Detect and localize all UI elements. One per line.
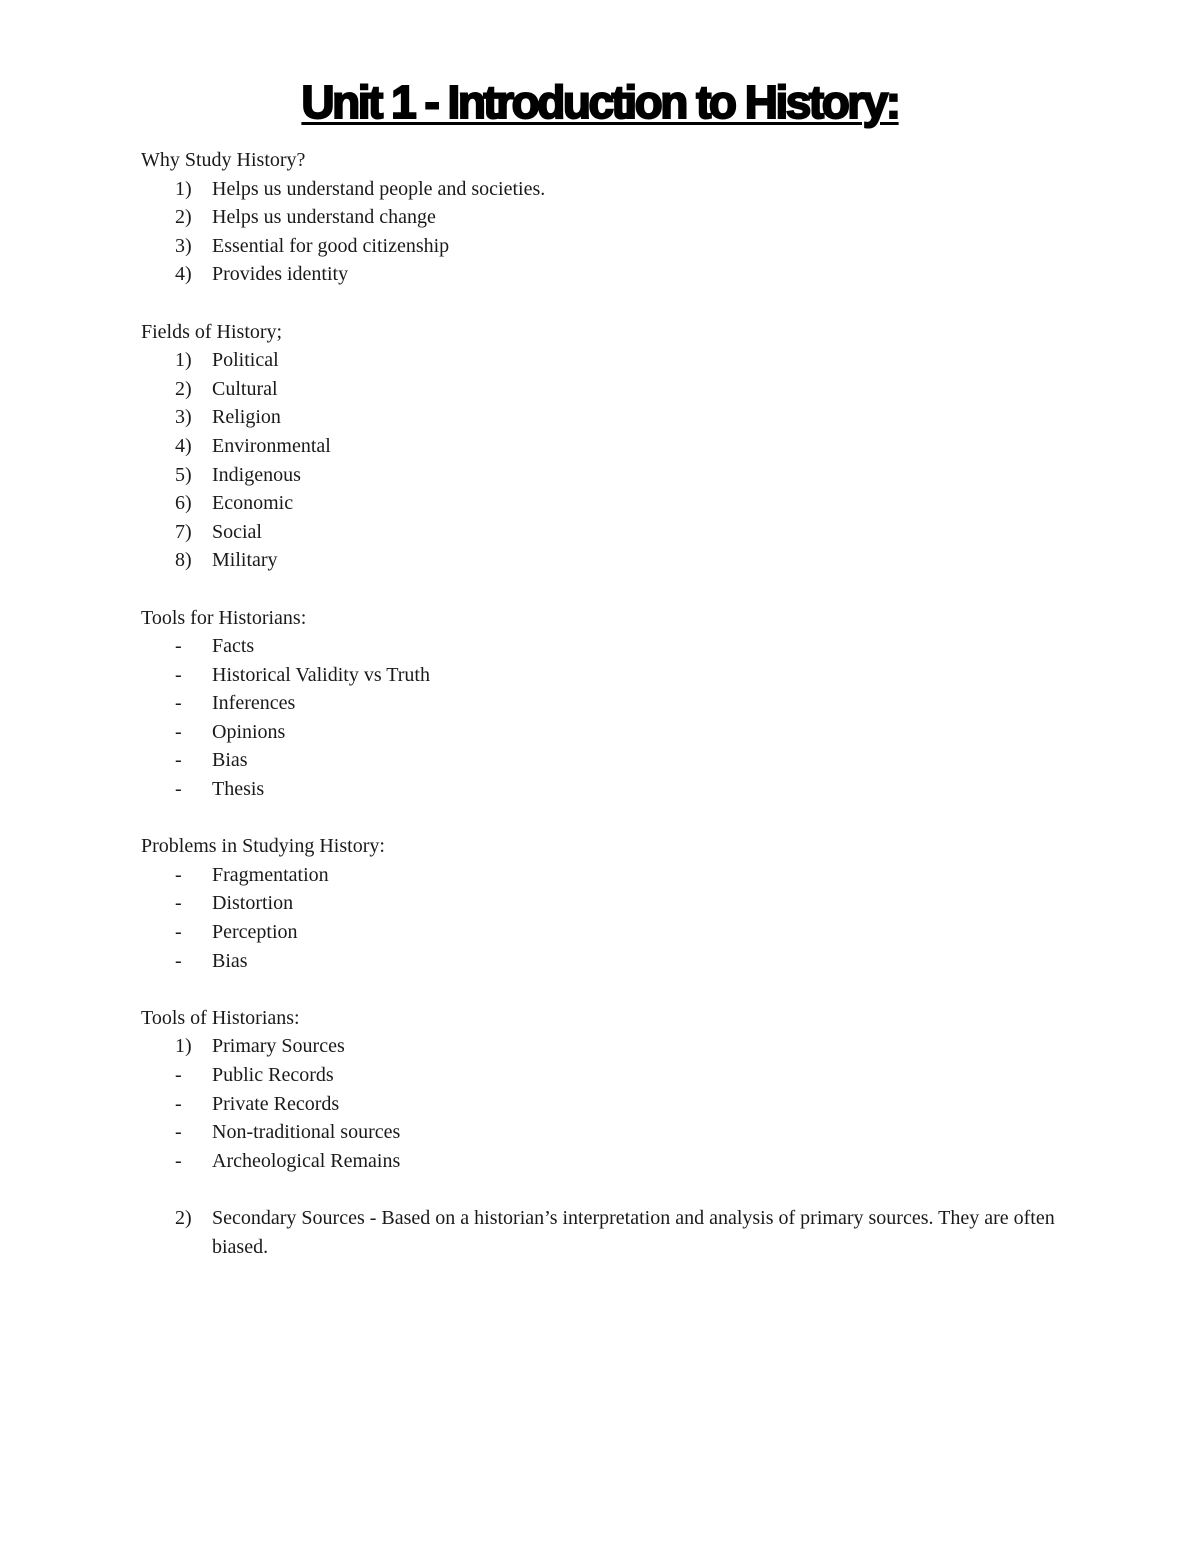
list-item — [141, 489, 1061, 518]
list-marker: - — [175, 778, 182, 801]
list-marker: 1) — [175, 349, 192, 372]
list-item-text: Environmental — [212, 434, 331, 457]
list-item-text: Secondary Sources - Based on a historian’s interpretation and analysis of primary sources. They are often biased. — [212, 1206, 1055, 1258]
list-item-text: Facts — [212, 635, 255, 658]
list-item-text: Cultural — [212, 377, 278, 400]
list-item-text: Inferences — [212, 692, 296, 715]
section-tools-for-historians — [141, 604, 1061, 804]
list-item-text: Distortion — [212, 892, 294, 915]
section-tools-of-historians — [141, 1004, 1061, 1261]
list-marker: 1) — [175, 177, 192, 200]
section-why-study-history — [141, 146, 1061, 289]
list-marker: 6) — [175, 492, 192, 515]
list-item-text: Non-traditional sources — [212, 1121, 401, 1144]
list-item — [141, 1090, 1061, 1119]
list-marker: - — [175, 1121, 182, 1144]
list-marker: 7) — [175, 520, 192, 543]
list-item — [141, 661, 1061, 690]
list-item — [141, 232, 1061, 261]
section-heading: Why Study History? — [141, 149, 306, 171]
list-marker: 4) — [175, 434, 192, 457]
list-item — [141, 861, 1061, 890]
list-item-text: Economic — [212, 492, 294, 515]
list-marker: 2) — [175, 377, 192, 400]
list-item-text: Private Records — [212, 1092, 340, 1115]
list-item-text: Social — [212, 520, 262, 543]
list-item — [141, 718, 1061, 747]
list-item — [141, 689, 1061, 718]
list-item-text: Fragmentation — [212, 863, 329, 886]
list-marker: 4) — [175, 263, 192, 286]
list-item — [141, 461, 1061, 490]
list-item — [141, 775, 1061, 804]
list-item — [141, 947, 1061, 976]
list-marker: 1) — [175, 1035, 192, 1058]
list-item-text: Helps us understand change — [212, 206, 436, 229]
list-marker: - — [175, 635, 182, 658]
list-item — [141, 346, 1061, 375]
list-item — [141, 203, 1061, 232]
list-item-text: Archeological Remains — [212, 1149, 401, 1172]
list-item-text: Indigenous — [212, 463, 301, 486]
list-marker: 3) — [175, 234, 192, 257]
list-item — [141, 1061, 1061, 1090]
list-item-text: Opinions — [212, 720, 286, 743]
list-marker: - — [175, 749, 182, 772]
list-item — [141, 1118, 1061, 1147]
section-problems-in-studying-history — [141, 832, 1061, 975]
list-item-text: Bias — [212, 949, 248, 972]
section-heading: Tools of Historians: — [141, 1006, 300, 1029]
section-heading: Fields of History; — [141, 320, 283, 343]
list-item — [141, 175, 1061, 204]
list-item — [141, 518, 1061, 547]
list-item-text: Thesis — [212, 778, 265, 801]
list-marker: 5) — [175, 463, 192, 486]
list-item-text: Primary Sources — [212, 1035, 345, 1058]
list-marker: - — [175, 663, 182, 686]
list-item — [141, 432, 1061, 461]
list-item-text: Perception — [212, 921, 298, 944]
list-item — [141, 1147, 1061, 1176]
list-item-text: Bias — [212, 749, 248, 772]
list-item-text: Public Records — [212, 1064, 334, 1086]
list-item-text: Military — [212, 549, 278, 572]
list-item — [141, 632, 1061, 661]
list-marker: 8) — [175, 549, 192, 572]
section-heading: Problems in Studying History: — [141, 835, 385, 858]
list-item-text: Helps us understand people and societies. — [212, 177, 546, 200]
list-marker: - — [175, 720, 182, 743]
list-item-secondary-sources — [141, 1204, 1061, 1261]
list-item — [141, 546, 1061, 575]
list-item — [141, 375, 1061, 404]
list-item-text: Essential for good citizenship — [212, 234, 450, 257]
list-marker: - — [175, 863, 182, 886]
list-item — [141, 918, 1061, 947]
list-item-text: Historical Validity vs Truth — [212, 663, 430, 686]
list-item — [141, 260, 1061, 289]
section-fields-of-history — [141, 318, 1061, 575]
list-marker: 2) — [175, 1206, 192, 1229]
list-marker: - — [175, 892, 182, 915]
list-marker: 2) — [175, 206, 192, 229]
list-marker: - — [175, 1092, 182, 1115]
list-marker: 3) — [175, 406, 192, 429]
list-item-text: Political — [212, 349, 279, 372]
list-item — [141, 889, 1061, 918]
section-heading: Tools for Historians: — [141, 606, 307, 629]
list-marker: - — [175, 692, 182, 715]
list-item — [141, 1032, 1061, 1061]
document-title: Unit 1 - Introduction to History: — [301, 76, 899, 128]
list-marker: - — [175, 921, 182, 944]
list-marker: - — [175, 1149, 182, 1172]
list-item-text: Religion — [212, 406, 281, 429]
list-item — [141, 746, 1061, 775]
list-marker: - — [175, 949, 182, 972]
document-body — [141, 146, 1061, 1290]
list-item-text: Provides identity — [212, 263, 349, 286]
list-item — [141, 403, 1061, 432]
list-marker: - — [175, 1064, 182, 1086]
